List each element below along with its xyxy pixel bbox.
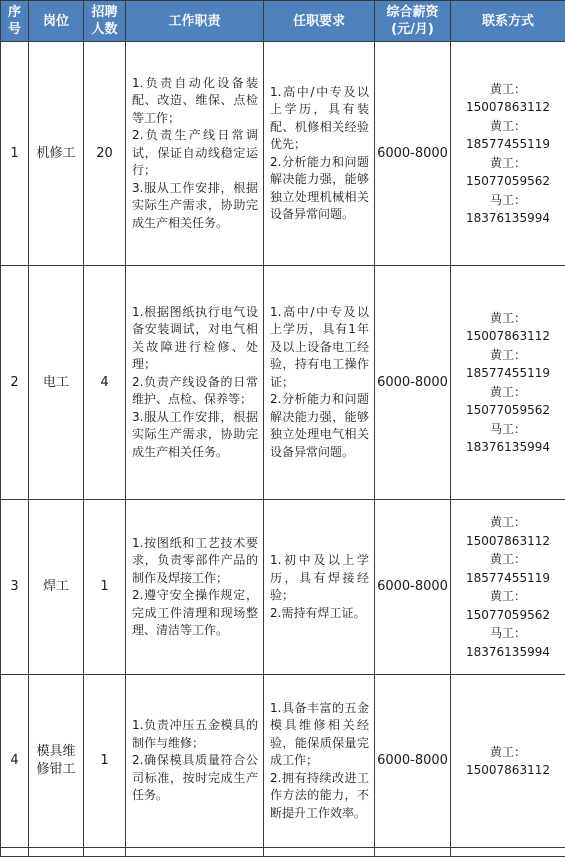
- contact-name: 黄工：: [451, 743, 565, 762]
- contact-phone: 15007863112: [451, 761, 565, 780]
- row-contacts: [451, 500, 565, 675]
- duty-line: 2.负责产线设备的日常维护、点检、保养等；: [132, 374, 258, 409]
- header-contact: 联系方式: [451, 1, 565, 42]
- row-position: 机修工: [29, 42, 84, 266]
- row-position: 电工: [29, 266, 84, 500]
- row-duties: [126, 500, 264, 675]
- duty-line: 3.服从工作安排，根据实际生产需求，协助完成生产相关任务。: [132, 409, 258, 462]
- row-duties: [126, 675, 264, 848]
- contact-phone: 18577455119: [451, 135, 565, 154]
- duty-line: 1.负责自动化设备装配、改造、维保、点检等工作；: [132, 75, 258, 128]
- requirement-line: 2.分析能力和问题解决能力强，能够独立处理机械相关设备异常问题。: [270, 154, 369, 224]
- requirement-line: 2.拥有持续改进工作方法的能力，不断提升工作效率。: [270, 770, 369, 823]
- table-row-partial: [1, 848, 565, 857]
- requirement-line: 1.具备丰富的五金模具维修相关经验，能保质保量完成工作；: [270, 700, 369, 770]
- row-requirements: [264, 500, 375, 675]
- row-index: 2: [1, 266, 29, 500]
- contact-name: 黄工：: [451, 550, 565, 569]
- row-index: 3: [1, 500, 29, 675]
- row-salary: 6000-8000: [375, 42, 451, 266]
- row-index: 4: [1, 675, 29, 848]
- duty-line: 1.按图纸和工艺技术要求，负责零部件产品的制作及焊接工作；: [132, 535, 258, 588]
- contact-phone: 18376135994: [451, 438, 565, 457]
- contact-phone: 18577455119: [451, 569, 565, 588]
- requirement-line: 1.初中及以上学历，具有焊接经验；: [270, 552, 369, 605]
- contact-phone: 18577455119: [451, 364, 565, 383]
- row-count: 1: [84, 675, 126, 848]
- row-count: 1: [84, 500, 126, 675]
- table-row: [1, 675, 565, 848]
- row-salary: 6000-8000: [375, 675, 451, 848]
- contact-name: 黄工：: [451, 513, 565, 532]
- row-salary: 6000-8000: [375, 266, 451, 500]
- contact-phone: 15077059562: [451, 401, 565, 420]
- duty-line: 1.负责冲压五金模具的制作与维修；: [132, 717, 258, 752]
- contact-phone: 15077059562: [451, 606, 565, 625]
- duty-line: 1.根据图纸执行电气设备安装调试，对电气相关故障进行检修、处理；: [132, 304, 258, 374]
- table-row: [1, 42, 565, 266]
- header-index: 序号: [1, 1, 29, 42]
- contact-phone: 18376135994: [451, 643, 565, 662]
- row-requirements: [264, 266, 375, 500]
- table-header-row: [1, 1, 565, 42]
- row-index: 1: [1, 42, 29, 266]
- contact-phone: 18376135994: [451, 209, 565, 228]
- row-requirements: [264, 675, 375, 848]
- requirement-line: 2.需持有焊工证。: [270, 605, 369, 623]
- row-position: 模具维修钳工: [29, 675, 84, 848]
- contact-name: 黄工：: [451, 80, 565, 99]
- duty-line: 2.负责生产线日常调试，保证自动线稳定运行；: [132, 127, 258, 180]
- row-position: 焊工: [29, 500, 84, 675]
- contact-name: 黄工：: [451, 383, 565, 402]
- contact-phone: 15007863112: [451, 327, 565, 346]
- row-requirements: [264, 42, 375, 266]
- row-contacts: [451, 42, 565, 266]
- contact-phone: 15077059562: [451, 172, 565, 191]
- contact-name: 马工：: [451, 191, 565, 210]
- duty-line: 2.遵守安全操作规定，完成工件清理和现场整理、清洁等工作。: [132, 587, 258, 640]
- requirement-line: 1.高中/中专及以上学历，具有1年及以上设备电工经验，持有电工操作证；: [270, 304, 369, 392]
- row-count: 4: [84, 266, 126, 500]
- header-salary: 综合薪资(元/月): [375, 1, 451, 42]
- header-requirements: 任职要求: [264, 1, 375, 42]
- row-duties: [126, 266, 264, 500]
- duty-line: 2.确保模具质量符合公司标准，按时完成生产任务。: [132, 752, 258, 805]
- contact-name: 马工：: [451, 624, 565, 643]
- contact-name: 黄工：: [451, 154, 565, 173]
- header-duties: 工作职责: [126, 1, 264, 42]
- requirement-line: 2.分析能力和问题解决能力强，能够独立处理电气相关设备异常问题。: [270, 391, 369, 461]
- header-position: 岗位: [29, 1, 84, 42]
- row-contacts: [451, 266, 565, 500]
- contact-phone: 15007863112: [451, 532, 565, 551]
- duty-line: 3.服从工作安排，根据实际生产需求，协助完成生产相关任务。: [132, 180, 258, 233]
- contact-name: 马工：: [451, 420, 565, 439]
- table-row: [1, 266, 565, 500]
- row-duties: [126, 42, 264, 266]
- contact-name: 黄工：: [451, 309, 565, 328]
- contact-name: 黄工：: [451, 117, 565, 136]
- row-contacts: [451, 675, 565, 848]
- table-row: [1, 500, 565, 675]
- row-salary: 6000-8000: [375, 500, 451, 675]
- header-count: 招聘人数: [84, 1, 126, 42]
- contact-name: 黄工：: [451, 587, 565, 606]
- contact-phone: 15007863112: [451, 98, 565, 117]
- row-count: 20: [84, 42, 126, 266]
- contact-name: 黄工：: [451, 346, 565, 365]
- requirement-line: 1.高中/中专及以上学历，具有装配、机修相关经验优先；: [270, 84, 369, 154]
